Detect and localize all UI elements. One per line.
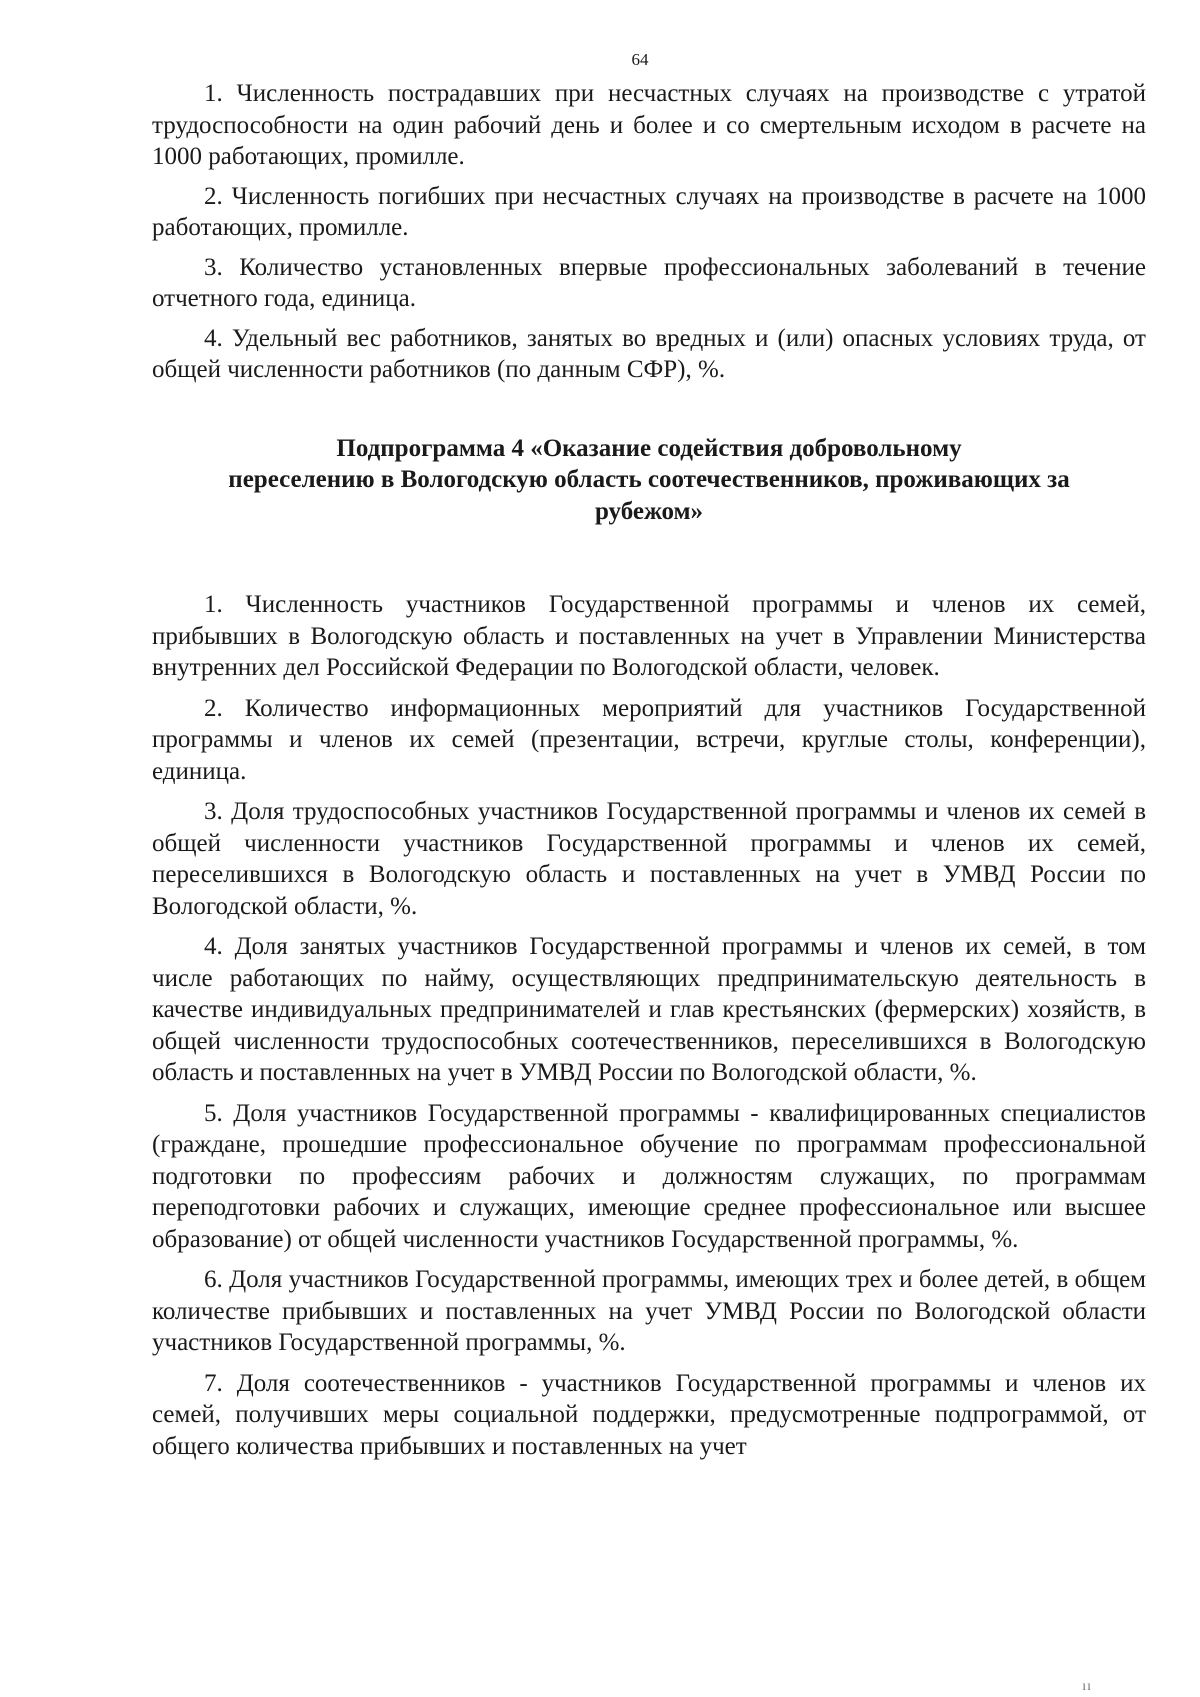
corner-mark: ıı — [1082, 1679, 1092, 1694]
subprogram-item-2: 2. Количество информационных мероприятий для участников Государственной программы и членов их семей (презентации, встречи, круглые столы, конференции), единица. — [152, 694, 1146, 785]
subprogram-item-1: 1. Численность участников Государственной программы и членов их семей, прибывших в Вологодскую область и поставленных на учет в Управлении Министерства внутренних дел Российской Федерации по Вологодской области, человек. — [152, 591, 1146, 681]
section1-item-4: 4. Удельный вес работников, занятых во вредных и (или) опасных условиях труда, от общей численности работников (по данным СФР), %. — [152, 324, 1146, 383]
section1-item-3: 3. Количество установленных впервые профессиональных заболеваний в течение отчетного года, единица. — [152, 253, 1146, 312]
section1-item-1: 1. Численность пострадавших при несчастных случаях на производстве с утратой трудоспособности на один рабочий день и более и со смертельным исходом в расчете на 1000 работающих, промилле. — [152, 80, 1146, 170]
subprogram-item-3: 3. Доля трудоспособных участников Государственной программы и членов их семей в общей численности участников Государственной программы и членов их семей, переселившихся в Вологодскую область и поставленных на учет в УМВД России по Вологодской области, %. — [152, 798, 1146, 920]
subprogram-heading-line-1: Подпрограмма 4 «Оказание содействия добровольному — [336, 434, 962, 462]
subprogram-item-4: 4. Доля занятых участников Государственной программы и членов их семей, в том числе работающих по найму, осуществляющих предпринимательскую деятельность в качестве индивидуальных предпринимателей и глав крестьянских (фермерских) хозяйств, в общей численности трудоспособных соотечественников, переселившихся в Вологодскую область и поставленных на учет в УМВД России по Вологодской области, %. — [152, 933, 1146, 1086]
subprogram-heading-line-2: переселению в Вологодскую область соотечественников, проживающих за — [228, 466, 1070, 493]
subprogram-item-7: 7. Доля соотечественников - участников Государственной программы и членов их семей, получивших меры социальной поддержки, предусмотренные подпрограммой, от общего количества прибывших и поставленных на учет — [152, 1369, 1146, 1460]
page-number: 64 — [631, 50, 649, 69]
page-content — [152, 78, 1146, 1462]
section1-item-2: 2. Численность погибших при несчастных случаях на производстве в расчете на 1000 работающих, промилле. — [152, 182, 1146, 241]
subprogram-item-6: 6. Доля участников Государственной программы, имеющих трех и более детей, в общем количестве прибывших и поставленных на учет УМВД России по Вологодской области участников Государственной программы, %. — [152, 1266, 1146, 1356]
subprogram-item-5: 5. Доля участников Государственной программы - квалифицированных специалистов (граждане, прошедшие профессиональное обучение по программам профессиональной подготовки по профессиям рабочих и должностям служащих, по программам переподготовки рабочих и служащих, имеющие среднее профессиональное или высшее образование) от общей численности участников Государственной программы, %. — [152, 1099, 1146, 1253]
subprogram-heading — [152, 433, 1146, 528]
subprogram-heading-line-3: рубежом» — [594, 497, 704, 525]
